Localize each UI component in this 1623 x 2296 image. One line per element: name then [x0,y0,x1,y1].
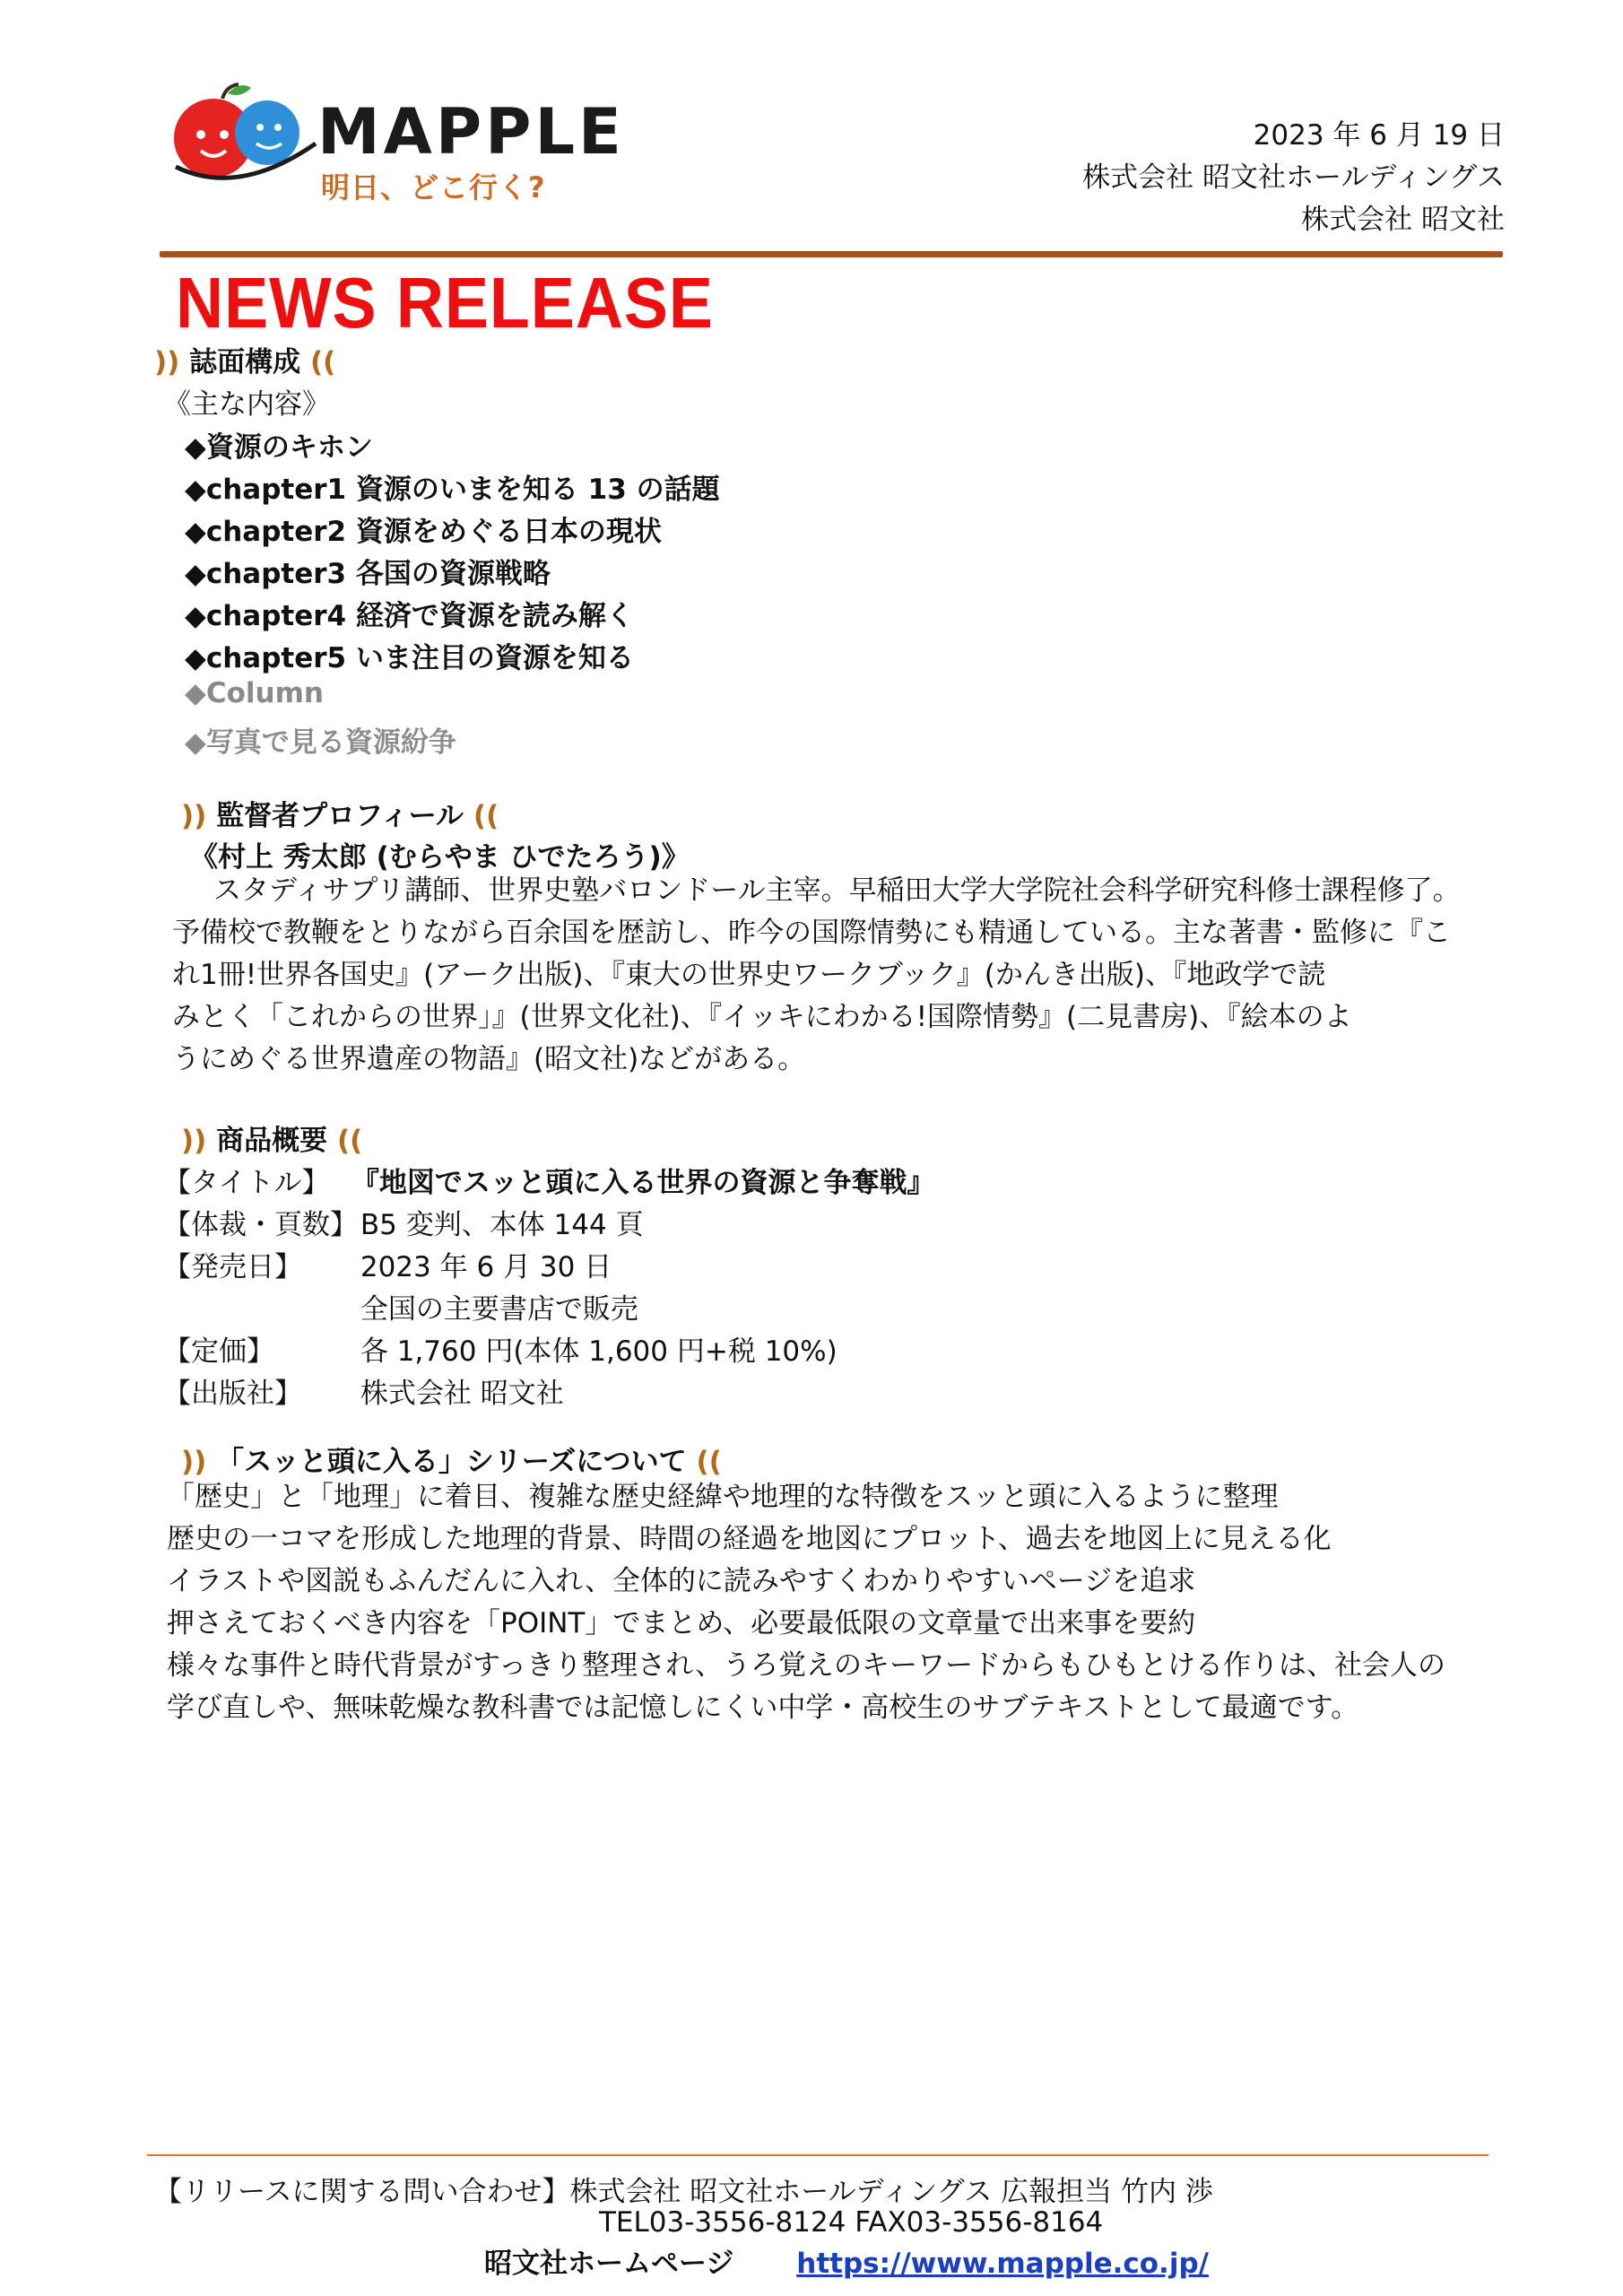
bracket-left: )) [181,1125,207,1157]
product-value: 株式会社 昭文社 [360,1378,564,1410]
product-value: 全国の主要書店で販売 [360,1293,638,1326]
product-value: B5 変判、本体 144 頁 [360,1209,644,1241]
toc-item: ◆chapter5 いま注目の資源を知る [185,642,634,674]
contents-heading [154,339,335,379]
bracket-right: (( [473,800,499,832]
release-meta [1082,115,1505,241]
profile-body [172,870,1508,1081]
series-line: 押さえておくべき内容を「POINT」でまとめ、必要最低限の文章量で出来事を要約 [167,1607,1196,1639]
profile-line: れ1冊!世界各国史』(アーク出版)、『東大の世界史ワークブック』(かんき出版)、『地政学で読 [172,959,1326,991]
product-row-price [163,1328,838,1369]
product-label: 【体裁・頁数】 [163,1209,358,1241]
profile-line: うにめぐる世界遺産の物語』(昭文社)などがある。 [172,1043,806,1075]
mapple-logo [167,63,625,206]
product-value: 各 1,760 円(本体 1,600 円+税 10%) [360,1335,838,1368]
bracket-right: (( [336,1125,363,1157]
toc-item: ◆写真で見る資源紛争 [185,726,456,759]
footer-homepage [484,2240,1209,2281]
toc-item: ◆chapter2 資源をめぐる日本の現状 [185,516,662,548]
product-row-format [163,1202,644,1242]
release-date: 2023 年 6 月 19 日 [1253,119,1505,152]
profile-heading-text: 監督者プロフィール [216,800,464,832]
product-heading-text: 商品概要 [216,1125,328,1157]
series-line: 歴史の一コマを形成した地理的背景、時間の経過を地図にプロット、過去を地図上に見える化 [167,1523,1332,1555]
header-divider [160,251,1503,257]
series-heading-text: 「スッと頭に入る」シリーズについて [216,1446,687,1478]
profile-line: スタディサプリ講師、世界史塾バロンドール主宰。早稲田大学大学院社会科学研究科修士課程修了。 [213,874,1461,907]
homepage-link[interactable]: https://www.mapple.co.jp/ [796,2248,1209,2280]
toc-item: ◆chapter4 経済で資源を読み解く [185,600,634,632]
company-holdings: 株式会社 昭文社ホールディングス [1082,161,1505,194]
series-line: イラストや図説もふんだんに入れ、全体的に読みやすくわかりやすいページを追求 [167,1565,1196,1597]
footer-divider [147,2154,1488,2156]
toc-item: ◆資源のキホン [185,431,373,464]
bracket-left: )) [154,346,180,378]
company-shobunsha: 株式会社 昭文社 [1301,204,1505,236]
bracket-right: (( [696,1446,722,1478]
logo-wordmark: MAPPLE [317,95,625,169]
series-body [167,1476,1512,1729]
product-label: 【タイトル】 [163,1167,330,1199]
homepage-label: 昭文社ホームページ [484,2248,734,2280]
product-label: 【発売日】 [163,1251,302,1283]
series-line: 「歴史」と「地理」に着目、複雑な歴史経緯や地理的な特徴をスッと頭に入るように整理 [167,1481,1279,1513]
product-label: 【出版社】 [163,1378,302,1410]
contents-heading-text: 誌面構成 [189,346,301,378]
product-row-availability [163,1286,638,1326]
product-value: 『地図でスッと頭に入る世界の資源と争奪戦』 [351,1167,935,1199]
series-heading [181,1439,722,1479]
product-row-release-date [163,1244,612,1284]
profile-line: みとく「これからの世界」』(世界文化社)、『イッキにわかる!国際情勢』(二見書房)、『絵本のよ [172,1001,1352,1033]
product-row-publisher [163,1370,564,1411]
footer-tel-fax: TEL03-3556-8124 FAX03-3556-8164 [599,2206,1104,2239]
toc-item: ◆chapter3 各国の資源戦略 [185,558,551,590]
bracket-right: (( [309,346,336,378]
product-row-title [163,1160,935,1200]
series-line: 学び直しや、無味乾燥な教科書では記憶しにくい中学・高校生のサブテキストとして最適です。 [167,1692,1359,1724]
product-value: 2023 年 6 月 30 日 [360,1251,612,1283]
series-line: 様々な事件と時代背景がすっきり整理され、うろ覚えのキーワードからもひもとける作りは、社会人の [167,1649,1445,1682]
profile-line: 予備校で教鞭をとりながら百余国を歴訪し、昨今の国際情勢にも精通している。主な著書・監修に『こ [172,917,1451,949]
toc-item: ◆Column [185,677,324,709]
apple-mascot-icon [167,81,319,188]
profile-heading [181,793,499,833]
bracket-left: )) [181,800,207,832]
logo-tagline: 明日、どこ行く? [321,170,546,204]
bracket-left: )) [181,1446,207,1478]
product-label: 【定価】 [163,1335,274,1368]
product-heading [181,1118,362,1158]
supervisor-name: 《村上 秀太郎 (むらやま ひでたろう)》 [190,841,690,874]
toc-item: ◆chapter1 資源のいまを知る 13 の話題 [185,474,720,506]
news-release-title: NEWS RELEASE [176,263,714,343]
contents-subheading: 《主な内容》 [163,388,330,421]
footer-contact: 【リリースに関する問い合わせ】株式会社 昭文社ホールディングス 広報担当 竹内 渉 [154,2176,1213,2208]
